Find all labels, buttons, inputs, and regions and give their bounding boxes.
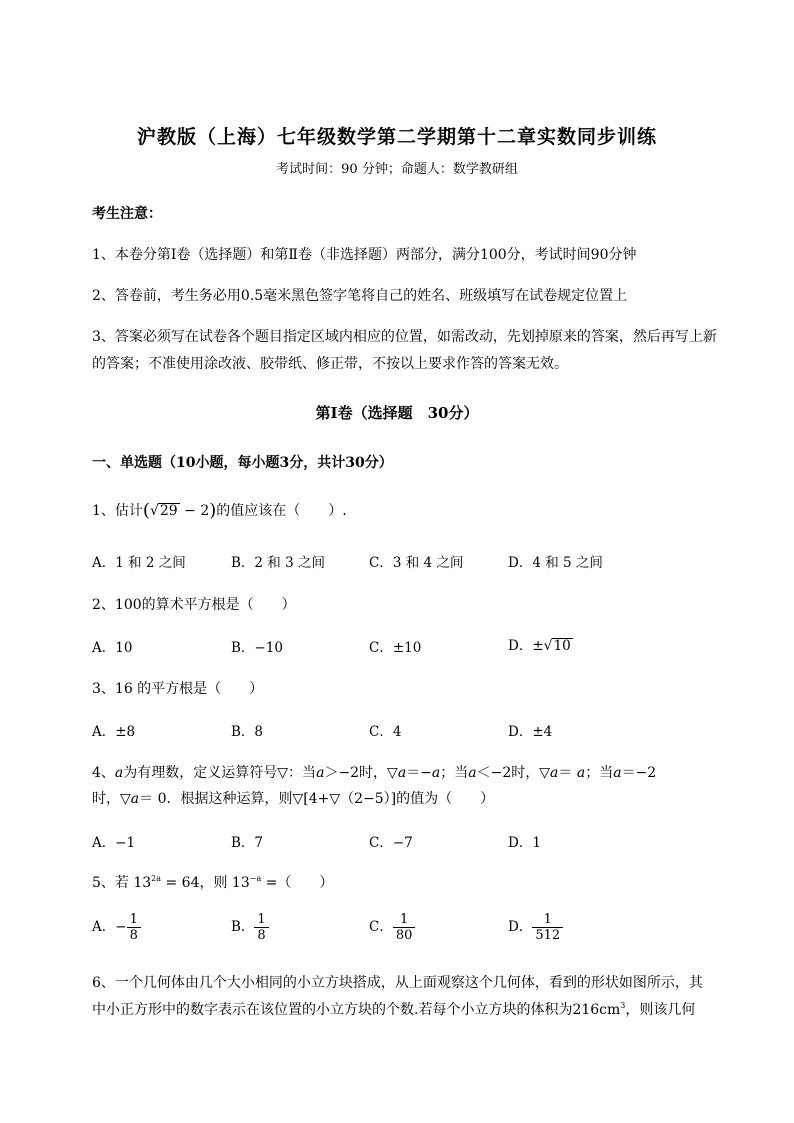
option-label: C．	[369, 919, 393, 935]
q1-option-c[interactable]: C．3 和 4 之间	[369, 555, 464, 571]
q4-option-b[interactable]: B．7	[231, 835, 264, 851]
fraction	[393, 912, 416, 943]
q2-option-d[interactable]: D．±√10	[508, 638, 571, 654]
q4-option-a[interactable]: A．−1	[92, 835, 136, 851]
q2-option-d-prefix: D．±	[508, 638, 544, 654]
var-a: a	[114, 765, 124, 781]
notice-item-3-cont: 的答案；不准使用涂改液、胶带纸、修正带，不按以上要求作答的答案无效。	[92, 356, 568, 372]
var-a: a	[576, 765, 586, 781]
q5-mid: = 64，则 13	[161, 875, 250, 891]
var-a: a	[397, 765, 407, 781]
section-title: 第I卷（选择题 30分）	[315, 404, 479, 422]
page-title: 沪教版（上海）七年级数学第二学期第十二章实数同步训练	[136, 126, 657, 148]
q1-option-d[interactable]: D．4 和 5 之间	[508, 555, 603, 571]
q5-exponent-1: 2a	[151, 874, 162, 883]
var-a: a	[431, 765, 441, 781]
q5-exponent-2: −a	[249, 874, 262, 883]
q1-radicand: 29	[159, 503, 178, 519]
q1-option-a[interactable]: A．1 和 2 之间	[92, 555, 186, 571]
q3-option-d[interactable]: D．±4	[508, 724, 553, 740]
q1-minus-two: − 2	[179, 503, 210, 519]
q5-option-b[interactable]	[231, 912, 269, 943]
q2-option-a[interactable]: A．10	[92, 640, 133, 656]
exam-info: 考试时间：90 分钟；命题人：数学教研组	[276, 162, 518, 177]
q5-option-a[interactable]	[92, 912, 141, 943]
numerator: 1	[257, 912, 266, 927]
q4-option-d[interactable]: D．1	[508, 835, 541, 851]
question-4-line1	[92, 762, 656, 782]
option-label: A．−	[92, 919, 127, 935]
option-label: B．	[231, 919, 255, 935]
var-a: a	[550, 765, 559, 781]
q5-option-d[interactable]	[508, 912, 563, 943]
q4-text-2: ＞−2时，▽	[324, 765, 398, 781]
var-a: a	[613, 765, 622, 781]
question-2: 2、100的算术平方根是（ ）	[92, 597, 296, 613]
q1-option-b[interactable]: B．2 和 3 之间	[231, 555, 325, 571]
question-4-line2	[92, 788, 494, 808]
part-title: 一、单选题（10小题，每小题3分，共计30分）	[92, 455, 393, 471]
q4-text-10: ＝ 0．根据这种运算，则▽[4+▽（2−5）]的值为（ ）	[139, 791, 495, 807]
question-5	[92, 872, 333, 892]
q1-suffix: 的值应该在（ ）.	[216, 503, 347, 519]
q5-prefix: 5、若 13	[92, 875, 152, 891]
q5-option-c[interactable]	[369, 912, 415, 943]
q6-text: 中小正方形中的数字表示在该位置的小立方块的个数.若每个小立方块的体积为216cm	[92, 1002, 621, 1018]
q4-number: 4、	[92, 765, 115, 781]
var-a: a	[468, 765, 477, 781]
denominator: 8	[254, 927, 268, 943]
q4-text-9: 时，▽	[92, 791, 131, 807]
q3-option-c[interactable]: C．4	[369, 724, 402, 740]
q5-suffix: =（ ）	[261, 875, 334, 891]
q4-text-5: ＜−2时，▽	[476, 765, 551, 781]
notice-item-2: 2、答卷前，考生务必用0.5毫米黑色签字笔将自己的姓名、班级填写在试卷规定位置上	[92, 288, 628, 304]
numerator: 1	[129, 912, 138, 927]
q3-option-b[interactable]: B．8	[231, 724, 264, 740]
q6-text-end: ，则该几何	[625, 1002, 696, 1018]
q4-text-7: ；当	[585, 765, 614, 781]
var-a: a	[130, 791, 140, 807]
fraction	[127, 912, 141, 943]
question-6-line1: 6、一个几何体由几个大小相同的小立方块搭成，从上面观察这个几何体，看到的形状如图所示，其	[92, 975, 703, 991]
option-label: D．	[508, 919, 533, 935]
q2-option-d-radicand: 10	[553, 638, 571, 654]
q2-option-b[interactable]: B．−10	[231, 640, 283, 656]
var-a: a	[316, 765, 325, 781]
q2-option-c[interactable]: C．±10	[369, 640, 422, 656]
q4-text-8: ＝−2	[621, 765, 657, 781]
q3-option-a[interactable]: A．±8	[92, 724, 136, 740]
denominator: 512	[532, 927, 563, 943]
notice-item-3: 3、答案必须写在试卷各个题目指定区域内相应的位置，如需改动，先划掉原来的答案，然后再写上新	[92, 329, 717, 345]
question-1: 1、估计(√29 − 2)的值应该在（ ）.	[92, 500, 347, 521]
numerator: 1	[543, 912, 552, 927]
fraction	[254, 912, 268, 943]
notice-heading: 考生注意：	[92, 206, 162, 222]
q1-prefix: 1、估计	[92, 503, 143, 519]
numerator: 1	[399, 912, 409, 927]
fraction	[532, 912, 563, 943]
denominator: 8	[127, 927, 141, 943]
q4-text-4: ；当	[440, 765, 469, 781]
denominator: 80	[393, 927, 416, 943]
q4-text-6: ＝	[558, 765, 573, 781]
q4-text-1: 为有理数，定义运算符号▽：当	[123, 765, 317, 781]
q4-option-c[interactable]: C．−7	[369, 835, 413, 851]
question-6-line2	[92, 999, 695, 1019]
question-3: 3、16 的平方根是（ ）	[92, 681, 264, 697]
notice-item-1: 1、本卷分第I卷（选择题）和第Ⅱ卷（非选择题）两部分，满分100分，考试时间90分钟	[92, 247, 637, 263]
q6-superscript: 3	[620, 1001, 626, 1010]
q4-text-3: ＝−	[406, 765, 432, 781]
